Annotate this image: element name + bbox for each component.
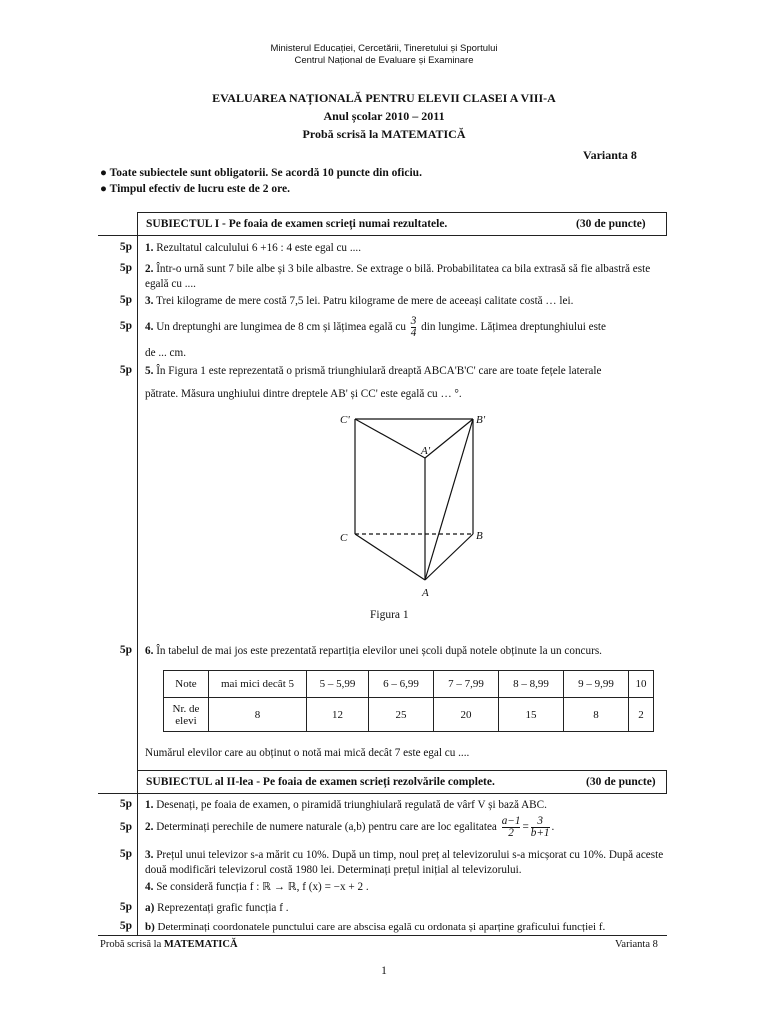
fraction-right: $\frac{3}{b+1}$ [530,814,550,839]
score: 5p [119,364,132,376]
edge-c-a [355,534,425,580]
figure-caption: Figura 1 [370,609,409,621]
segment-a-b-prime [425,419,473,580]
exam-subject: Probă scrisă la MATEMATICĂ [302,127,466,141]
edge-a-prime-b-prime [425,419,473,458]
prism-figure [330,405,500,605]
table-row-label: Note [164,671,209,698]
s2-item-3: 3. Prețul unui televizor s-a mărit cu 10%. După un timp, noul preț al televizorului s-a micșorat cu 10%. După aceste două modificări televizorul costă 1980 lei. Determinați prețul inițial al televizorului. [145,849,664,876]
label-c: C [340,532,348,544]
item-1: 1. Rezultatul calculului 6 +16 : 4 este egal cu .... [145,242,362,254]
section2-heading-rule [98,793,667,794]
rule-1: ● Toate subiectele sunt obligatorii. Se acordă 10 puncte din oficiu. [100,167,422,179]
fraction-three-quarters: $\frac{3}{4}$ [410,314,417,339]
footer-left: Probă scrisă la MATEMATICĂ [100,939,238,950]
table-cell: 15 [499,698,564,732]
table-header: 6 – 6,99 [369,671,434,698]
score: 5p [119,920,132,932]
score: 5p [119,901,132,913]
table-header: 10 [629,671,654,698]
right-rule-s2 [666,770,667,794]
grades-table [163,670,654,732]
table-row-label: Nr. de elevi [164,698,209,732]
school-year: Anul școlar 2010 – 2011 [323,109,445,123]
score: 5p [119,848,132,860]
section2-heading: SUBIECTUL al II-lea - Pe foaia de examen scrieți rezolvările complete. [146,776,495,788]
score: 5p [119,262,132,274]
table-cell: 20 [434,698,499,732]
label-b: B [476,530,483,542]
score: 5p [119,644,132,656]
section1-points: (30 de puncte) [576,218,646,230]
score: 5p [119,821,132,833]
table-header: 8 – 8,99 [499,671,564,698]
item-3: 3. Trei kilograme de mere costă 7,5 lei. Patru kilograme de mere de aceeași calitate costă … lei. [145,295,574,307]
left-margin-rule [137,212,138,936]
table-cell: 8 [209,698,307,732]
item-2: 2. Într-o urnă sunt 7 bile albe și 3 bile albastre. Se extrage o bilă. Probabilitatea ca bila extrasă să fie albastră este egală cu .... [145,263,651,290]
table-header: mai mici decât 5 [209,671,307,698]
s2-item-4a: a) Reprezentați grafic funcția f . [145,902,289,914]
section2-points: (30 de puncte) [586,776,656,788]
center-header: Centrul Național de Evaluare și Examinare [294,55,474,66]
fraction-left: $\frac{a-1}{2}$ [501,814,521,839]
item-6-question: Numărul elevilor care au obținut o notă mai mică decât 7 este egal cu .... [145,747,470,759]
label-a: A [422,587,429,599]
s2-item-2: 2. Determinați perechile de numere naturale (a,b) pentru care are loc egalitatea $\frac{a-1}{2}$ = $\frac{3}{b+1}$ . [145,814,555,839]
right-rule-s1 [666,212,667,236]
table-header: 7 – 7,99 [434,671,499,698]
s2-item-4b: b) Determinați coordonatele punctului care are abscisa egală cu ordonata și aparține graficului funcției f. [145,921,606,933]
footer-right: Varianta 8 [615,939,658,950]
label-c-prime: C' [340,414,350,426]
table-cell: 2 [629,698,654,732]
section1-heading: SUBIECTUL I - Pe foaia de examen scrieți numai rezultatele. [146,218,448,230]
section1-top-rule [137,212,667,213]
section2-top-rule [137,770,667,771]
table-cell: 12 [307,698,369,732]
table-cell: 25 [369,698,434,732]
label-b-prime: B' [476,414,486,426]
score: 5p [119,294,132,306]
rule-2: ● Timpul efectiv de lucru este de 2 ore. [100,183,290,195]
item-6: 6. În tabelul de mai jos este prezentată repartiția elevilor unei școli după notele obținute la un concurs. [145,645,602,657]
label-a-prime: A' [421,445,431,457]
ministry-header: Ministerul Educației, Cercetării, Tineretului și Sportului [270,43,498,54]
item-5-continued: pătrate. Măsura unghiului dintre dreptele AB' și CC' este egală cu … °. [145,388,462,400]
score: 5p [119,241,132,253]
table-header: 9 – 9,99 [564,671,629,698]
s2-item-4: 4. Se consideră funcția f : ℝ → ℝ, f (x) = −x + 2 . [145,881,369,893]
page-number: 1 [381,965,387,977]
section1-heading-rule [98,235,667,236]
table-cell: 8 [564,698,629,732]
item-5: 5. În Figura 1 este reprezentată o prismă triunghiulară dreaptă ABCA'B'C' care are toate fețele laterale [145,365,602,377]
s2-item-1: 1. Desenați, pe foaia de examen, o piramidă triunghiulară regulată de vârf V și bază ABC. [145,799,547,811]
item-4-continued: de ... cm. [145,347,187,359]
edge-c-prime-a-prime [355,419,425,458]
variant-label: Varianta 8 [583,148,637,162]
item-4: 4. Un dreptunghi are lungimea de 8 cm și lățimea egală cu $\frac{3}{4}$ din lungime. Lățimea dreptunghiului este [145,314,607,339]
table-header: 5 – 5,99 [307,671,369,698]
exam-title: EVALUAREA NAȚIONALĂ PENTRU ELEVII CLASEI A VIII-A [212,91,556,105]
score: 5p [119,798,132,810]
score: 5p [119,320,132,332]
bottom-rule [98,935,667,936]
